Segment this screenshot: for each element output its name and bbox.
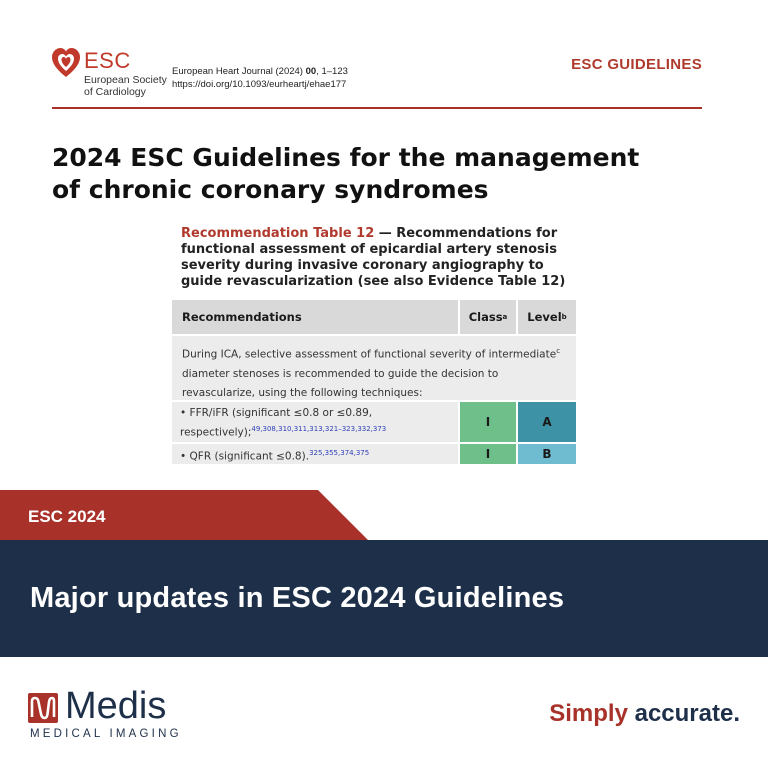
- table-row: [172, 444, 576, 464]
- journal-pages: , 1–123: [316, 66, 348, 77]
- recommendation-table: [172, 300, 576, 464]
- company-name: Medis: [65, 685, 167, 727]
- esc-organization-name: [84, 74, 167, 98]
- recommendation-heading-text: — Recommendations for functional assessment of epicardial artery stenosis severity during invasive coronary angiography to guide revascularization (see also Evidence Table 12): [181, 226, 566, 289]
- headline: Major updates in ESC 2024 Guidelines: [30, 582, 565, 614]
- recommendation-intro: [172, 336, 576, 400]
- reference-links[interactable]: 49,308,310,311,313,321–323,332,373: [251, 425, 387, 433]
- journal-prefix: European Heart Journal (2024): [172, 66, 303, 77]
- recommendation-heading: [181, 226, 576, 290]
- level-label: Level: [527, 310, 562, 324]
- intro-text-1: During ICA, selective assessment of functional severity of intermediate: [182, 348, 557, 361]
- medis-logo-icon: [28, 693, 58, 723]
- esc-heart-logo-icon: [50, 46, 82, 80]
- journal-citation: [172, 65, 348, 91]
- tagline-word-1: Simply: [549, 700, 628, 727]
- journal-reference: [172, 65, 348, 78]
- intro-text-2: diameter stenoses is recommended to guide the decision to revascularize, using the following techniques:: [182, 367, 499, 399]
- class-footnote: a: [502, 313, 508, 321]
- journal-volume: 00: [305, 66, 317, 77]
- doi-link[interactable]: https://doi.org/10.1093/eurheartj/ehae177: [172, 79, 347, 90]
- level-footnote: b: [561, 313, 567, 321]
- class-cell: I: [458, 402, 516, 442]
- reference-links[interactable]: 325,355,374,375: [309, 449, 370, 457]
- org-line-1: European Society: [84, 74, 167, 86]
- column-header-level: [516, 300, 576, 334]
- recommendation-table-number: Recommendation Table 12: [181, 226, 375, 241]
- tag-label: ESC 2024: [28, 507, 106, 526]
- column-header-recommendations: Recommendations: [172, 300, 458, 334]
- section-label: ESC GUIDELINES: [571, 56, 702, 73]
- row-text: • QFR (significant ≤0.8).: [180, 450, 310, 463]
- recommendation-text: [172, 444, 458, 464]
- level-cell: A: [516, 402, 576, 442]
- intro-footnote: c: [556, 347, 561, 355]
- class-cell: I: [458, 444, 516, 464]
- tagline-word-2: accurate.: [634, 700, 740, 727]
- table-header-row: [172, 300, 576, 334]
- company-subtitle: MEDICAL IMAGING: [30, 728, 182, 740]
- recommendation-text: [172, 402, 458, 442]
- document-title: 2024 ESC Guidelines for the management of chronic coronary syndromes: [52, 143, 640, 204]
- tagline: [549, 700, 740, 728]
- table-row: [172, 402, 576, 442]
- level-cell: B: [516, 444, 576, 464]
- column-header-class: [458, 300, 516, 334]
- esc-brand: ESC: [84, 48, 131, 73]
- org-line-2: of Cardiology: [84, 86, 146, 98]
- row-text: • FFR/iFR (significant ≤0.8 or ≤0.89, respectively);: [180, 407, 373, 439]
- class-label: Class: [468, 310, 503, 324]
- header-divider: [52, 107, 702, 109]
